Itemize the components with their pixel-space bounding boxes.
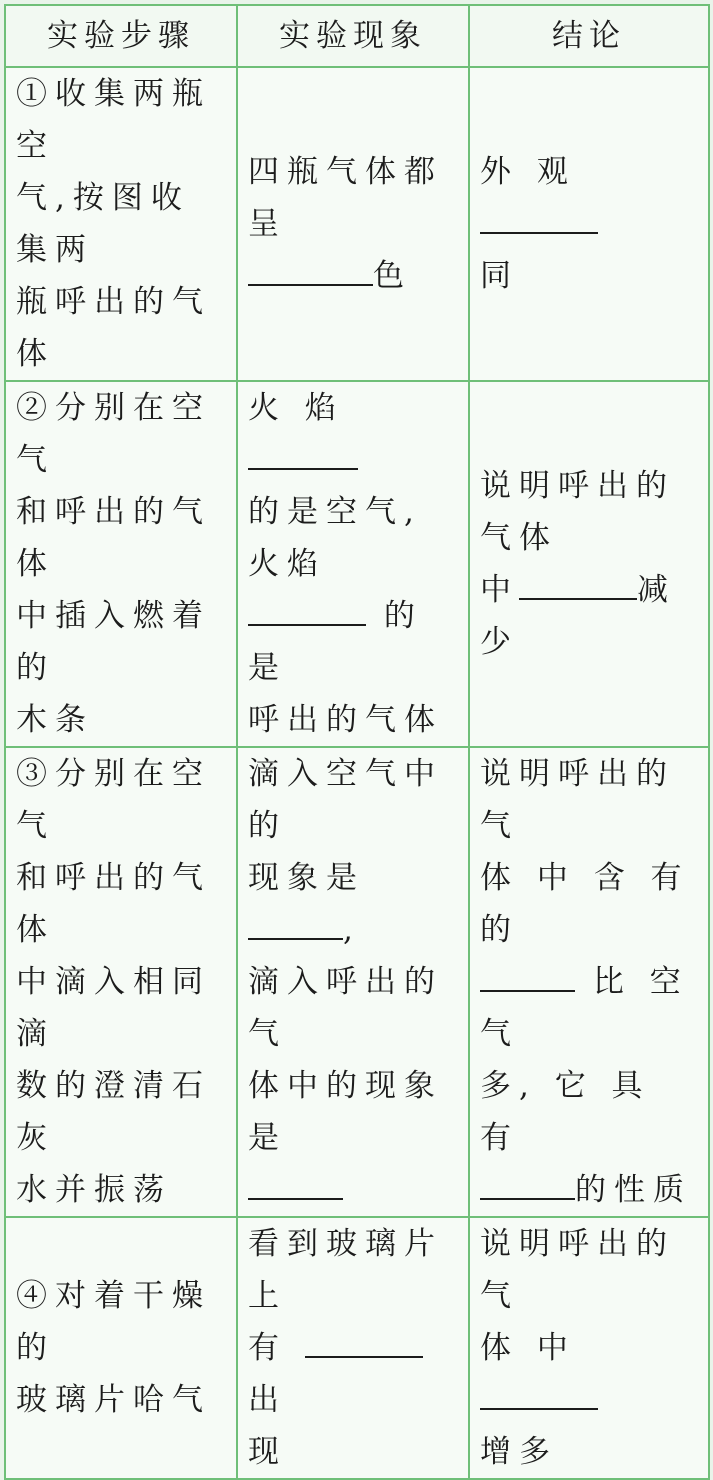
experiment-table (4, 4, 710, 1480)
conclusion-text: 说明呼出的气体 (480, 468, 675, 556)
phenomenon-text: 色 (373, 258, 412, 294)
conclusion-text: 说明呼出的气 (480, 756, 675, 844)
conclusion-text: 中 (480, 572, 519, 608)
phenomenon-text: 滴入呼出的气 (248, 964, 443, 1052)
conclusion-text: 的性质 (575, 1172, 692, 1208)
conclusion-text: 体 中 (480, 1330, 576, 1366)
conclusion-text: 同 (480, 258, 519, 294)
step-text: 水并振荡 (16, 1172, 172, 1208)
step-text: 数的澄清石灰 (16, 1068, 211, 1156)
step-text: 气,按图收集两 (16, 180, 190, 268)
conclusion-text: 体 中 含 有 的 (480, 860, 690, 948)
table-row (5, 747, 709, 1217)
phenomenon-cell (237, 381, 469, 747)
conclusion-text: 增多 (480, 1434, 558, 1470)
step-cell (5, 747, 237, 1217)
step-text: 和呼出的气体 (16, 860, 211, 948)
table-row (5, 381, 709, 747)
phenomenon-cell (237, 67, 469, 381)
phenomenon-text: 看到玻璃片上 (248, 1226, 443, 1314)
conclusion-cell (469, 67, 709, 381)
phenomenon-text: 出 (248, 1382, 287, 1418)
answer-blank[interactable] (480, 198, 598, 234)
phenomenon-text: 现象是 (248, 860, 365, 896)
conclusion-text: 多, 它 具 有 (480, 1068, 651, 1156)
step-text: ①收集两瓶空 (16, 76, 211, 164)
step-text: 木条 (16, 702, 94, 738)
table-row (5, 67, 709, 381)
answer-blank[interactable] (248, 904, 343, 940)
answer-blank[interactable] (248, 434, 358, 470)
phenomenon-text: 火 焰 (248, 390, 344, 426)
table-row (5, 1217, 709, 1479)
conclusion-text: 减少 (480, 572, 676, 660)
header-steps: 实验步骤 (5, 5, 237, 67)
answer-blank[interactable] (480, 1164, 575, 1200)
conclusion-cell (469, 381, 709, 747)
step-text: 玻璃片哈气 (16, 1382, 211, 1418)
phenomenon-text: 体中的现象是 (248, 1068, 443, 1156)
phenomenon-text: , (343, 912, 361, 948)
phenomenon-text: 滴入空气中的 (248, 756, 443, 844)
conclusion-cell (469, 747, 709, 1217)
phenomenon-text: 现 (248, 1434, 287, 1470)
header-row (5, 5, 709, 67)
step-text: ③分别在空气 (16, 756, 211, 844)
step-text: ②分别在空气 (16, 390, 211, 478)
header-conclusion: 结论 (469, 5, 709, 67)
answer-blank[interactable] (248, 590, 366, 626)
step-text: 和呼出的气体 (16, 494, 211, 582)
phenomenon-text: 四瓶气体都呈 (248, 154, 443, 242)
phenomenon-text: 的是空气,火焰 (248, 494, 422, 582)
phenomenon-cell (237, 747, 469, 1217)
step-text: 中插入燃着的 (16, 598, 211, 686)
conclusion-cell (469, 1217, 709, 1479)
step-text: 瓶呼出的气体 (16, 284, 211, 372)
header-phenomenon: 实验现象 (237, 5, 469, 67)
step-cell (5, 67, 237, 381)
step-text: 中滴入相同滴 (16, 964, 211, 1052)
phenomenon-text: 呼出的气体 (248, 702, 443, 738)
phenomenon-cell (237, 1217, 469, 1479)
conclusion-text: 比 空 气 (480, 964, 689, 1052)
conclusion-text: 外 观 (480, 154, 576, 190)
answer-blank[interactable] (305, 1322, 423, 1358)
phenomenon-text: 的 是 (248, 598, 423, 686)
phenomenon-text: 有 (248, 1330, 287, 1366)
answer-blank[interactable] (519, 564, 637, 600)
step-cell (5, 381, 237, 747)
answer-blank[interactable] (480, 1374, 598, 1410)
answer-blank[interactable] (248, 250, 373, 286)
conclusion-text: 说明呼出的气 (480, 1226, 675, 1314)
step-cell (5, 1217, 237, 1479)
answer-blank[interactable] (480, 956, 575, 992)
step-text: ④对着干燥的 (16, 1278, 211, 1366)
answer-blank[interactable] (248, 1164, 343, 1200)
